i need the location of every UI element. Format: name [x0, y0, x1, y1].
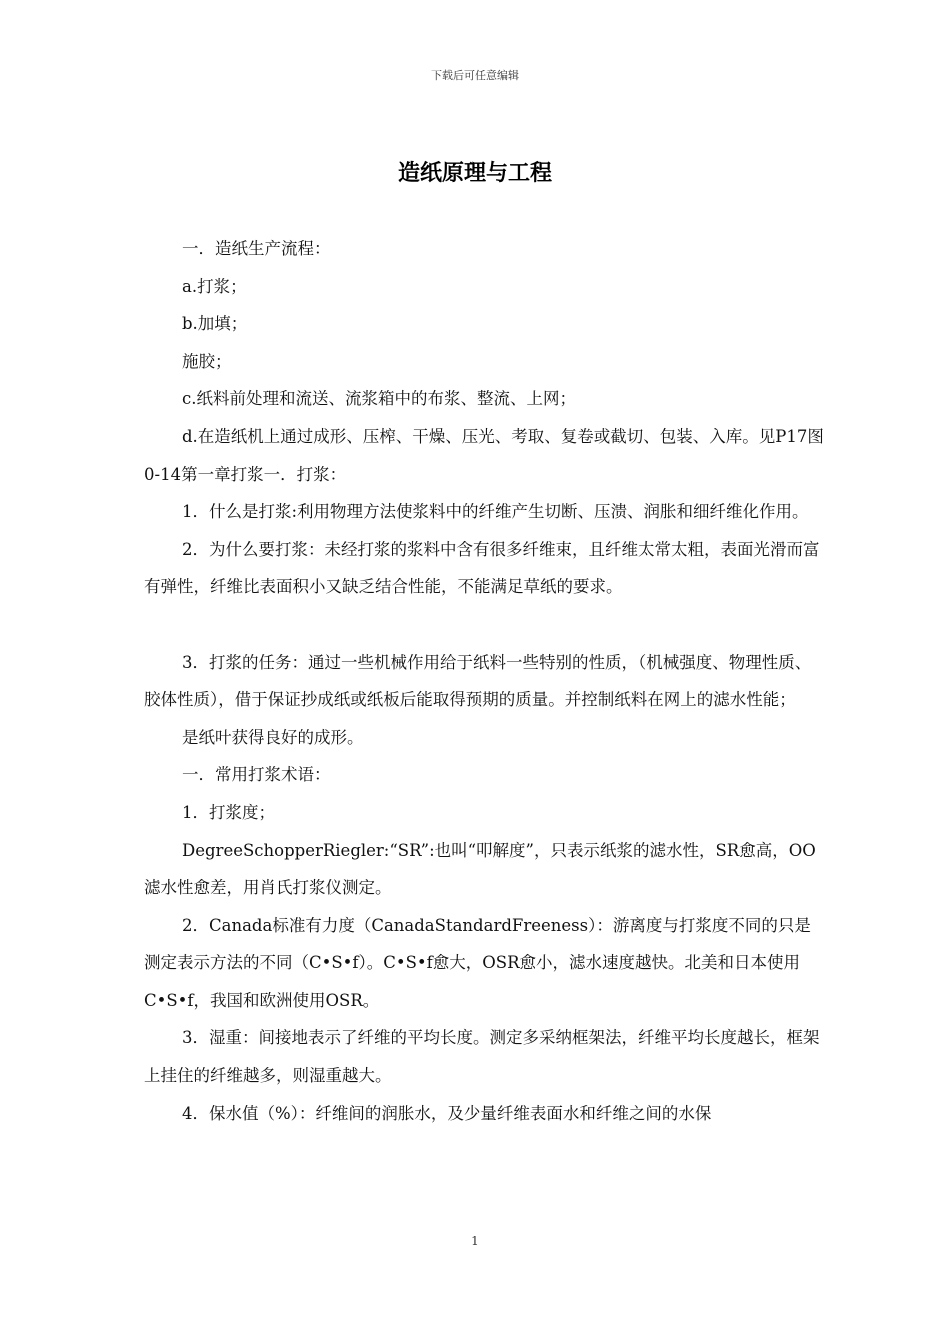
- paragraph: 一．造纸生产流程：: [182, 239, 331, 258]
- paragraph: d.在造纸机上通过成形、压榨、干燥、压光、考取、复卷或截切、包装、入库。见P17图0-14第一章打浆一．打浆：: [144, 426, 824, 484]
- paragraph: 3．打浆的任务：通过一些机械作用给于纸料一些特别的性质，（机械强度、物理性质、胶体性质），借于保证抄成纸或纸板后能取得预期的质量。并控制纸料在网上的滤水性能；: [144, 652, 812, 710]
- paragraph: 是纸叶获得良好的成形。: [182, 727, 364, 747]
- paragraph: 施胶；: [182, 351, 232, 371]
- paragraph: 2．为什么要打浆：未经打浆的浆料中含有很多纤维束，且纤维太常太粗，表面光滑而富有弹性，纤维比表面积小又缺乏结合性能，不能满足草纸的要求。: [144, 539, 820, 597]
- paragraph: 1．打浆度；: [182, 802, 275, 822]
- paragraph: 2．Canada标准有力度（CanadaStandardFreeness）：游离度与打浆度不同的只是测定表示方法的不同（C•S•f）。C•S•f愈大，OSR愈小，滤水速度越快。北美和日本使用C•S•f，我国和欧洲使用OSR。: [144, 915, 811, 1010]
- header-note: 下载后可任意编辑: [431, 69, 519, 82]
- paragraph: a.打浆；: [182, 276, 247, 296]
- paragraph: 1．什么是打浆:利用物理方法使浆料中的纤维产生切断、压溃、润胀和细纤维化作用。: [182, 502, 809, 522]
- paragraph: 4．保水值（%）：纤维间的润胀水，及少量纤维表面水和纤维之间的水保: [182, 1103, 712, 1123]
- document-body: [144, 230, 824, 1132]
- paragraph: b.加填；: [182, 314, 248, 334]
- paragraph: DegreeSchopperRiegler:“SR”:也叫“叩解度”，只表示纸浆的滤水性，SR愈高，OO滤水性愈差，用肖氏打浆仪测定。: [144, 840, 816, 898]
- paragraph: c.纸料前处理和流送、流浆箱中的布浆、整流、上网；: [182, 389, 576, 409]
- document-title: 造纸原理与工程: [397, 160, 552, 186]
- paragraph: 一．常用打浆术语：: [182, 765, 331, 785]
- paragraph: 3．湿重：间接地表示了纤维的平均长度。测定多采纳框架法，纤维平均长度越长，框架上挂住的纤维越多，则湿重越大。: [144, 1028, 820, 1086]
- page-number: 1: [471, 1234, 479, 1248]
